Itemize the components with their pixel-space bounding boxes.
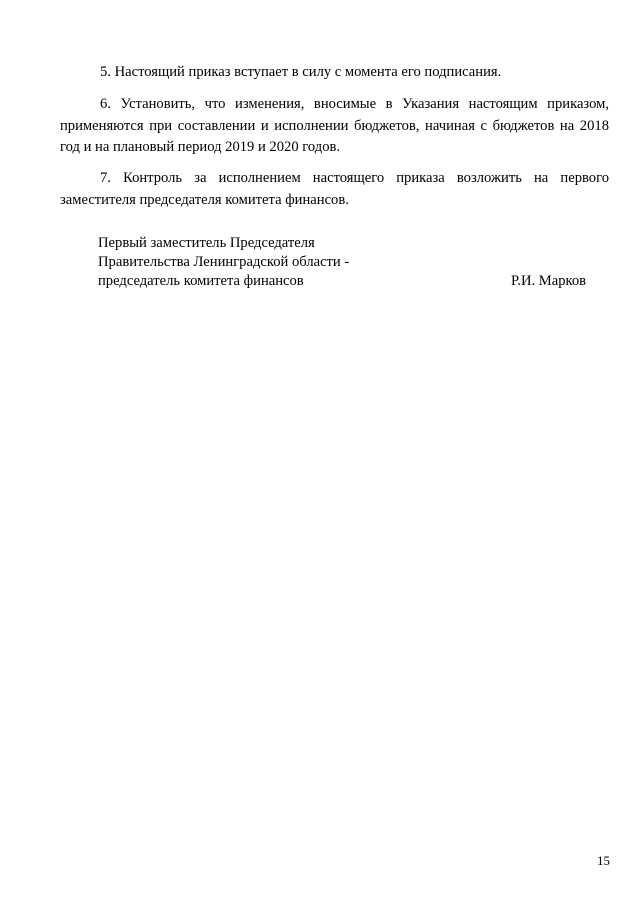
signatory-position-line: Первый заместитель Председателя: [98, 235, 315, 251]
paragraph-7: 7. Контроль за исполнением настоящего приказа возложить на первого заместителя председателя комитета финансов.: [60, 170, 609, 208]
paragraph-6: 6. Установить, что изменения, вносимые в Указания настоящим приказом, применяются при составлении и исполнении бюджетов, начиная с бюджетов на 2018 год и на плановый период 2019 и 2020 годов.: [60, 96, 609, 155]
page-number: 15: [597, 853, 610, 868]
paragraph-5: 5. Настоящий приказ вступает в силу с момента его подписания.: [100, 64, 502, 80]
signatory-position-line: Правительства Ленинградской области -: [98, 254, 350, 270]
signatory-position-line: председатель комитета финансов: [98, 273, 304, 289]
signatory-position: [98, 234, 349, 291]
signatory-name: Р.И. Марков: [511, 273, 587, 289]
